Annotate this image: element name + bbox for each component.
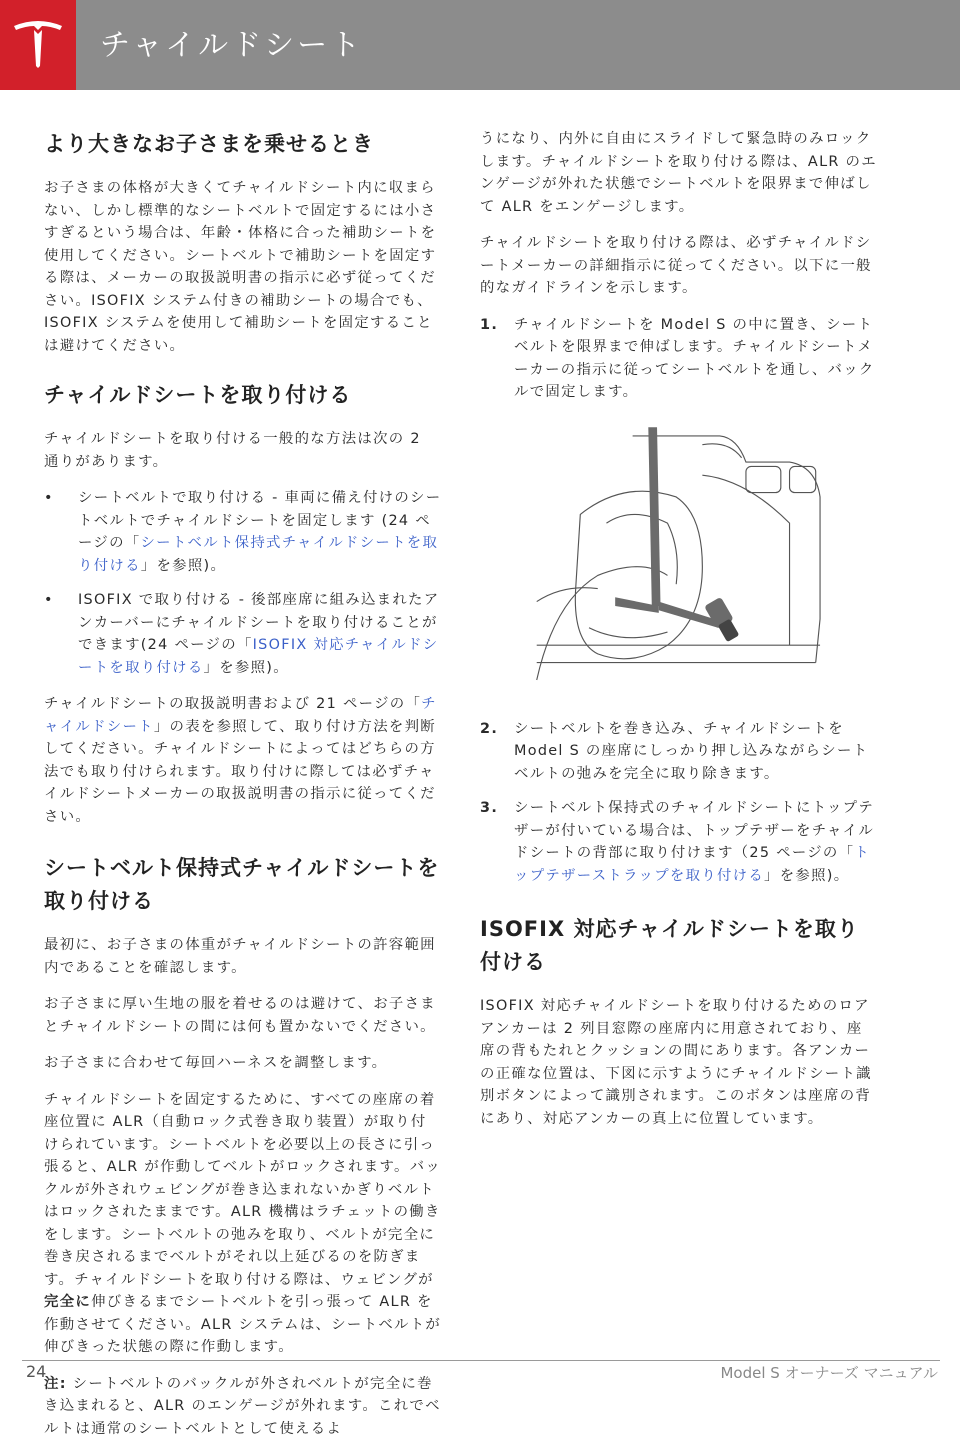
list-item: • ISOFIX で取り付ける - 後部座席に組み込まれたアンカーバーにチャイルドシートを取り付けることができます(24 ページの「ISOFIX 対応チャイルドシートを取り付ける」を参照)。 xyxy=(44,589,442,679)
list-item: • シートベルトで取り付ける - 車両に備え付けのシートベルトでチャイルドシートを固定します (24 ページの「シートベルト保持式チャイルドシートを取り付ける」を参照)。 xyxy=(44,487,442,577)
note: 注: シートベルトのバックルが外されベルトが完全に巻き込まれると、ALR のエンゲージが外れます。これでベルトは通常のシートベルトとして使えるよ xyxy=(44,1375,441,1437)
steps-list xyxy=(480,314,878,404)
bullet-icon: • xyxy=(44,490,54,506)
heading-isofix: ISOFIX 対応チャイルドシートを取り付ける xyxy=(480,917,859,974)
link-belt-seat[interactable]: シートベルト保持式チャイルドシートを取り付ける xyxy=(78,535,439,574)
page-number: 24 xyxy=(26,1362,47,1381)
install-method-list xyxy=(44,487,442,679)
link-child-seat[interactable]: チャイルドシート xyxy=(44,696,437,735)
paragraph: ISOFIX 対応チャイルドシートを取り付けるためのロアアンカーは 2 列目窓際の座席内に用意されており、座席の背もたれとクッションの間にあります。各アンカーの正確な位置は、下図に示すようにチャイルドシート識別ボタンによって識別されます。このボタンは座席の背にあり、対応アンカーの真上に位置しています。 xyxy=(480,998,872,1127)
heading-install-child-seat: チャイルドシートを取り付ける xyxy=(44,383,352,407)
right-column xyxy=(480,128,878,1144)
paragraph: チャイルドシートを固定するために、すべての座席の着座位置に ALR（自動ロック式巻き取り装置）が取り付けられています。シートベルトを必要以上の長さに引っ張ると、ALR が作動してベルトがロックされます。バックルが外されウェビングが巻き込まれないかぎりベルトはロックされたままです。ALR 機構はラチェットの働きをします。シートベルトの弛みを取り、ベルトが完全に巻き戻されるまでベルトがそれ以上延びるのを防ぎます。チャイルドシートを取り付ける際は、ウェビングが完全に伸びきるまでシートベルトを引っ張って ALR を作動させてください。ALR システムは、シートベルトが伸びきった状態の際に作動します。 xyxy=(44,1091,442,1355)
child-seat-illustration xyxy=(528,418,868,698)
paragraph: チャイルドシートを取り付ける一般的な方法は次の 2 通りがあります。 xyxy=(44,431,421,470)
paragraph: うになり、内外に自由にスライドして緊急時のみロックします。チャイルドシートを取り付ける際は、ALR のエンゲージが外れた状態でシートベルトを限界まで伸ばして ALR をエンゲージします。 xyxy=(480,131,877,215)
paragraph: お子さまに厚い生地の服を着せるのは避けて、お子さまとチャイルドシートの間には何も置かないでください。 xyxy=(44,996,436,1035)
paragraph: お子さまの体格が大きくてチャイルドシート内に収まらない、しかし標準的なシートベルトで固定するには小さすぎるという場合は、年齢・体格に合った補助シートを使用してください。シートベルトで補助シートを固定する際は、メーカーの取扱説明書の指示に必ず従ってください。ISOFIX システム付きの補助シートの場合でも、ISOFIX システムを使用して補助シートを固定することは避けてください。 xyxy=(44,180,437,354)
tesla-logo xyxy=(0,0,76,90)
tesla-logo-icon xyxy=(12,18,64,70)
footer-divider xyxy=(22,1360,940,1361)
bullet-icon: • xyxy=(44,592,54,608)
paragraph: お子さまに合わせて毎回ハーネスを調整します。 xyxy=(44,1055,388,1071)
paragraph: 最初に、お子さまの体重がチャイルドシートの許容範囲内であることを確認します。 xyxy=(44,937,436,976)
link-isofix-seat[interactable]: ISOFIX 対応チャイルドシートを取り付ける xyxy=(78,637,439,676)
left-column xyxy=(44,128,442,1454)
paragraph: チャイルドシートを取り付ける際は、必ずチャイルドシートメーカーの詳細指示に従ってください。以下に一般的なガイドラインを示します。 xyxy=(480,235,872,296)
step-item: 3. シートベルト保持式のチャイルドシートにトップテザーが付いている場合は、トップテザーをチャイルドシートの背部に取り付けます（25 ページの「トップテザーストラップを取り付ける」を参照)。 xyxy=(480,800,875,884)
paragraph: チャイルドシートの取扱説明書および 21 ページの「チャイルドシート」の表を参照して、取り付け方法を判断してください。チャイルドシートによってはどちらの方法でも取り付けられます。取り付けに際しては必ずチャイルドシートメーカーの取扱説明書の指示に従ってください。 xyxy=(44,696,437,825)
step-item: 1. チャイルドシートを Model S の中に置き、シートベルトを限界まで伸ばします。チャイルドシートメーカーの指示に従ってシートベルトを通し、バックルで固定します。 xyxy=(480,316,875,400)
footer-title: Model S オーナーズ マニュアル xyxy=(720,1364,938,1382)
heading-belt-seat: シートベルト保持式チャイルドシートを取り付ける xyxy=(44,856,440,913)
heading-larger-children: より大きなお子さまを乗せるとき xyxy=(44,132,374,156)
page-title: チャイルドシート xyxy=(100,28,364,63)
page-header xyxy=(0,0,960,90)
link-top-tether[interactable]: トップテザーストラップを取り付ける xyxy=(514,845,871,884)
steps-list-continued xyxy=(480,718,878,888)
step-item: 2. シートベルトを巻き込み、チャイルドシートを Model S の座席にしっかり押し込みながらシートベルトの弛みを完全に取り除きます。 xyxy=(480,720,869,782)
